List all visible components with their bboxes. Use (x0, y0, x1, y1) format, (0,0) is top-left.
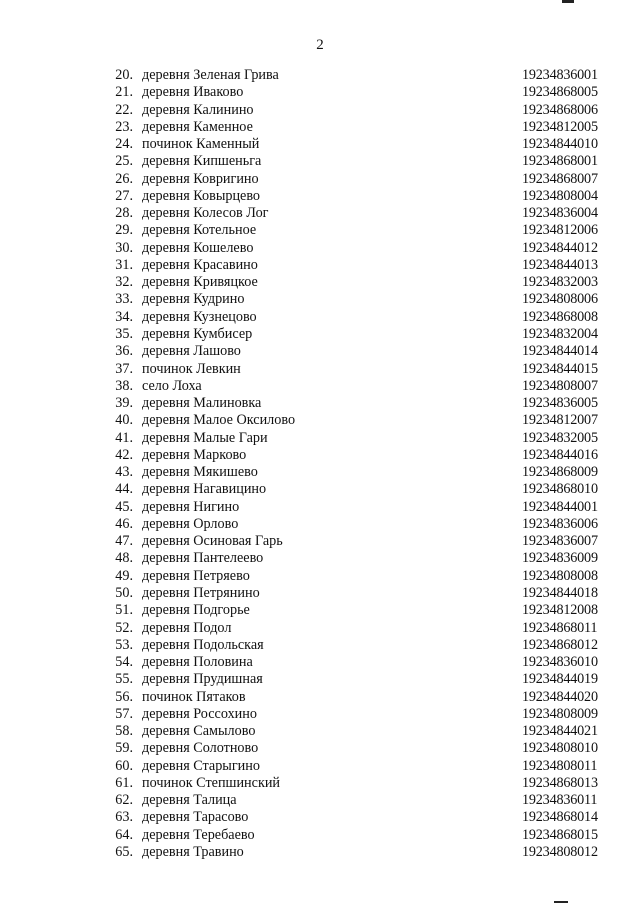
item-number: 54. (115, 654, 133, 671)
settlement-code: 19234868010 (522, 481, 598, 498)
settlement-name: деревня Малые Гари (142, 429, 268, 446)
item-number: 46. (115, 515, 133, 532)
list-item (0, 240, 640, 257)
settlement-code: 19234808004 (522, 187, 598, 204)
list-item (0, 533, 640, 550)
settlement-name: деревня Орлово (142, 515, 239, 532)
item-number: 20. (115, 67, 133, 83)
list-item (0, 671, 640, 688)
settlement-code: 19234832003 (522, 274, 598, 291)
list-item (0, 464, 640, 481)
list-item (0, 499, 640, 516)
settlement-name: починок Степшинский (142, 774, 281, 791)
list-item (0, 654, 640, 671)
list-item (0, 568, 640, 585)
item-number: 30. (115, 239, 133, 256)
list-item (0, 602, 640, 619)
item-number: 48. (115, 550, 133, 567)
list-item (0, 136, 640, 153)
settlement-name: деревня Старыгино (142, 757, 260, 774)
list-item (0, 723, 640, 740)
list-item (0, 585, 640, 602)
settlement-code: 19234868014 (522, 809, 598, 826)
settlement-code: 19234868001 (522, 153, 598, 170)
settlement-name: деревня Подол (142, 619, 232, 636)
settlement-code: 19234836004 (522, 205, 598, 222)
item-number: 36. (115, 343, 133, 360)
list-item (0, 205, 640, 222)
settlement-code: 19234844020 (522, 688, 598, 705)
item-number: 39. (115, 395, 133, 412)
list-item (0, 516, 640, 533)
settlement-code: 19234836007 (522, 533, 598, 550)
settlement-name: деревня Марково (142, 446, 247, 463)
settlement-name: деревня Кумбисер (142, 325, 253, 342)
item-number: 61. (115, 774, 133, 791)
list-item (0, 412, 640, 429)
settlement-name: деревня Половина (142, 654, 253, 671)
settlement-code: 19234808009 (522, 705, 598, 722)
page-number: 2 (316, 37, 324, 53)
settlement-name: деревня Малое Оксилово (142, 412, 296, 429)
list-item (0, 378, 640, 395)
settlement-name: деревня Петряево (142, 567, 250, 584)
list-item (0, 102, 640, 119)
list-item (0, 740, 640, 757)
list-item (0, 395, 640, 412)
settlement-code: 19234844015 (522, 360, 598, 377)
settlement-name: деревня Иваково (142, 84, 244, 101)
settlement-code: 19234844021 (522, 723, 598, 740)
item-number: 24. (115, 136, 133, 153)
settlement-code: 19234812006 (522, 222, 598, 239)
settlement-code: 19234812005 (522, 118, 598, 135)
settlement-code: 19234836011 (522, 792, 598, 809)
settlement-code: 19234868011 (522, 619, 598, 636)
settlement-code: 19234868008 (522, 308, 598, 325)
settlement-name: село Лоха (142, 377, 202, 394)
settlement-name: деревня Ковригино (142, 170, 259, 187)
item-number: 32. (115, 274, 133, 291)
list-item (0, 274, 640, 291)
item-number: 26. (115, 170, 133, 187)
settlement-code: 19234844013 (522, 256, 598, 273)
settlement-code: 19234844019 (522, 671, 598, 688)
settlement-name: деревня Малиновка (142, 395, 262, 412)
item-number: 47. (115, 533, 133, 550)
item-number: 50. (115, 584, 133, 601)
settlement-name: деревня Пантелеево (142, 550, 264, 567)
settlement-name: деревня Осиновая Гарь (142, 533, 283, 550)
list-item (0, 119, 640, 136)
settlement-name: деревня Нагавицино (142, 481, 267, 498)
scan-footer-mark (554, 901, 568, 903)
list-item (0, 326, 640, 343)
scan-corner-mark (562, 0, 574, 3)
item-number: 27. (115, 187, 133, 204)
settlement-code: 19234868007 (522, 170, 598, 187)
settlement-name: деревня Котельное (142, 222, 257, 239)
settlement-code: 19234836010 (522, 654, 598, 671)
list-item (0, 67, 640, 84)
item-number: 41. (115, 429, 133, 446)
settlement-name: деревня Мякишево (142, 464, 258, 481)
list-item (0, 637, 640, 654)
settlement-name: деревня Кузнецово (142, 308, 257, 325)
item-number: 31. (115, 256, 133, 273)
settlement-code: 19234808007 (522, 377, 598, 394)
item-number: 29. (115, 222, 133, 239)
list-item (0, 309, 640, 326)
item-number: 49. (115, 567, 133, 584)
settlement-name: починок Пятаков (142, 688, 246, 705)
item-number: 25. (115, 153, 133, 170)
settlement-code: 19234844001 (522, 498, 598, 515)
settlement-name: деревня Травино (142, 843, 244, 860)
list-item (0, 706, 640, 723)
settlement-name: деревня Лашово (142, 343, 241, 360)
list-item (0, 775, 640, 792)
settlement-name: деревня Тарасово (142, 809, 249, 826)
settlement-name: деревня Красавино (142, 256, 258, 273)
list-item (0, 291, 640, 308)
item-number: 55. (115, 671, 133, 688)
settlement-code: 19234868005 (522, 84, 598, 101)
list-item (0, 792, 640, 809)
settlement-name: деревня Талица (142, 792, 237, 809)
settlement-name: деревня Кошелево (142, 239, 254, 256)
item-number: 43. (115, 464, 133, 481)
item-number: 59. (115, 740, 133, 757)
settlement-code: 19234836009 (522, 550, 598, 567)
item-number: 34. (115, 308, 133, 325)
list-item (0, 481, 640, 498)
item-number: 52. (115, 619, 133, 636)
settlement-code: 19234808010 (522, 740, 598, 757)
item-number: 44. (115, 481, 133, 498)
list-item (0, 447, 640, 464)
settlement-code: 19234812008 (522, 602, 598, 619)
item-number: 53. (115, 636, 133, 653)
item-number: 42. (115, 446, 133, 463)
settlement-name: деревня Кривяцкое (142, 274, 258, 291)
item-number: 60. (115, 757, 133, 774)
list-item (0, 550, 640, 567)
settlement-code: 19234812007 (522, 412, 598, 429)
settlement-code: 19234868009 (522, 464, 598, 481)
list-item (0, 153, 640, 170)
list-item (0, 758, 640, 775)
list-item (0, 222, 640, 239)
settlement-name: деревня Калинино (142, 101, 254, 118)
item-number: 22. (115, 101, 133, 118)
item-number: 45. (115, 498, 133, 515)
item-number: 37. (115, 360, 133, 377)
settlement-name: деревня Ковырцево (142, 187, 261, 204)
settlement-name: деревня Кудрино (142, 291, 245, 308)
list-item (0, 257, 640, 274)
settlement-name: деревня Подольская (142, 636, 264, 653)
list-item (0, 844, 640, 861)
item-number: 63. (115, 809, 133, 826)
settlement-code: 19234808011 (522, 757, 598, 774)
list-item (0, 343, 640, 360)
item-number: 33. (115, 291, 133, 308)
settlement-name: починок Каменный (142, 136, 260, 153)
settlement-list (0, 67, 640, 861)
settlement-code: 19234808008 (522, 567, 598, 584)
settlement-name: деревня Самылово (142, 723, 256, 740)
item-number: 40. (115, 412, 133, 429)
settlement-name: деревня Подгорье (142, 602, 250, 619)
settlement-name: починок Левкин (142, 360, 241, 377)
settlement-code: 19234868013 (522, 774, 598, 791)
item-number: 57. (115, 705, 133, 722)
item-number: 38. (115, 377, 133, 394)
settlement-name: деревня Теребаево (142, 826, 255, 843)
settlement-code: 19234844010 (522, 136, 598, 153)
settlement-name: деревня Прудишная (142, 671, 263, 688)
settlement-name: деревня Россохино (142, 705, 257, 722)
settlement-code: 19234832005 (522, 429, 598, 446)
item-number: 51. (115, 602, 133, 619)
settlement-code: 19234836006 (522, 515, 598, 532)
item-number: 65. (115, 843, 133, 860)
settlement-name: деревня Нигино (142, 498, 240, 515)
settlement-name: деревня Петрянино (142, 584, 260, 601)
item-number: 35. (115, 325, 133, 342)
list-item (0, 809, 640, 826)
settlement-code: 19234832004 (522, 325, 598, 342)
settlement-code: 19234808006 (522, 291, 598, 308)
item-number: 62. (115, 792, 133, 809)
item-number: 23. (115, 118, 133, 135)
item-number: 64. (115, 826, 133, 843)
item-number: 28. (115, 205, 133, 222)
item-number: 21. (115, 84, 133, 101)
settlement-name: деревня Колесов Лог (142, 205, 269, 222)
settlement-code: 19234836005 (522, 395, 598, 412)
list-item (0, 188, 640, 205)
list-item (0, 620, 640, 637)
item-number: 58. (115, 723, 133, 740)
settlement-code: 19234808012 (522, 843, 598, 860)
settlement-name: деревня Каменное (142, 118, 253, 135)
list-item (0, 430, 640, 447)
settlement-code: 19234844014 (522, 343, 598, 360)
list-item (0, 689, 640, 706)
settlement-code: 19234868012 (522, 636, 598, 653)
settlement-code: 19234868015 (522, 826, 598, 843)
settlement-code: 19234844016 (522, 446, 598, 463)
list-item (0, 827, 640, 844)
settlement-code: 19234868006 (522, 101, 598, 118)
settlement-code: 19234836001 (522, 67, 598, 83)
list-item (0, 84, 640, 101)
settlement-name: деревня Зеленая Грива (142, 67, 279, 83)
item-number: 56. (115, 688, 133, 705)
settlement-code: 19234844012 (522, 239, 598, 256)
settlement-name: деревня Кипшеньга (142, 153, 262, 170)
list-item (0, 171, 640, 188)
list-item (0, 361, 640, 378)
settlement-code: 19234844018 (522, 584, 598, 601)
settlement-name: деревня Солотново (142, 740, 259, 757)
